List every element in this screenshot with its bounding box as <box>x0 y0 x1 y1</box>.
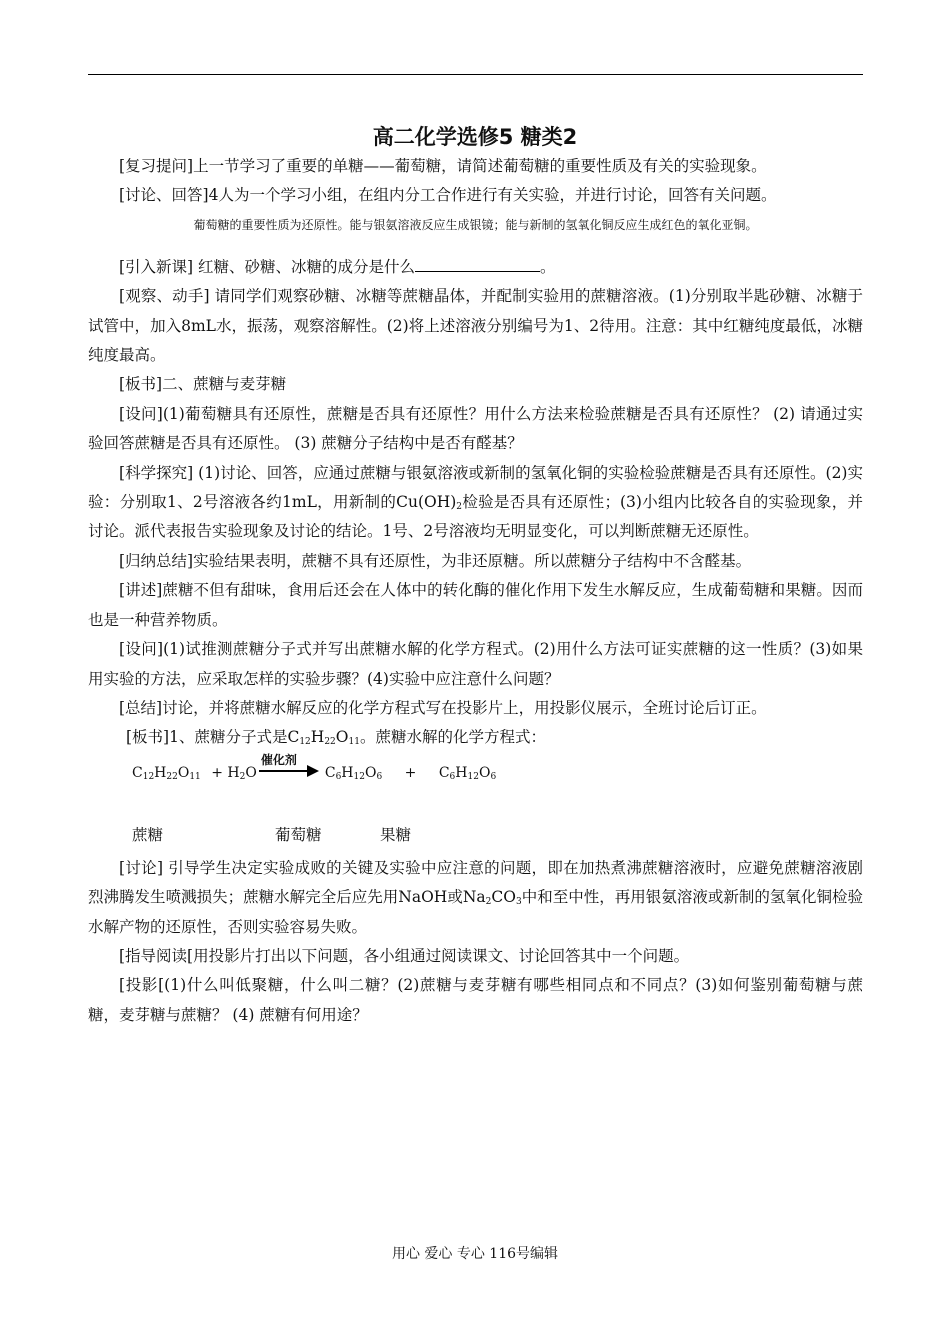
name-fructose: 果糖 <box>380 825 412 844</box>
paragraph-inquiry <box>88 459 863 547</box>
reaction-arrow <box>259 752 319 781</box>
paragraph-guided-reading: [指导阅读[用投影片打出以下问题，各小组通过阅读课文、讨论回答其中一个问题。 <box>119 946 690 965</box>
paragraph-board-heading: [板书]二、蔗糖与麦芽糖 <box>119 375 287 394</box>
formula-text-a: [板书]1、蔗糖分子式是C <box>126 728 300 747</box>
formula-text-b: H <box>310 728 325 747</box>
paragraph-lecture: [讲述]蔗糖不但有甜味，食用后还会在人体中的转化酶的催化作用下发生水解反应，生成葡萄糖和果糖。因而也是一种营养物质。 <box>88 581 863 629</box>
formula-sub: 22 <box>324 737 336 748</box>
arrow-head-icon <box>307 765 319 777</box>
paragraph-question-2: [设问](1)试推测蔗糖分子式并写出蔗糖水解的化学方程式。(2)用什么方法可证实蔗糖的这一性质？(3)如果用实验的方法，应采取怎样的实验步骤？(4)实验中应注意什么问题？ <box>88 640 863 688</box>
product-glucose: $C_6H_{12}O_6$ <box>324 764 383 782</box>
paragraph-summary: [归纳总结]实验结果表明，蔗糖不具有还原性，为非还原糖。所以蔗糖分子结构中不含醛基。 <box>119 551 752 570</box>
paragraph-review-question: [复习提问]上一节学习了重要的单糖——葡萄糖，请简述葡萄糖的重要性质及有关的实验现象。 <box>119 157 767 175</box>
formula-text-c: O <box>335 728 349 747</box>
paragraph-observe: [观察、动手] 请同学们观察砂糖、冰糖等蔗糖晶体，并配制实验用的蔗糖溶液。(1)分别取半匙砂糖、冰糖于试管中，加入8mL水，振荡，观察溶解性。(2)将上述溶液分别编号为1、2待用。注意：其中红糖纯度最低，冰糖纯度最高。 <box>88 287 863 365</box>
discussion-text-c: 中和至中性，再用银氨溶液或新制的氢氧化铜检验水解产物的还原性，否则实验容易失败。 <box>88 888 863 936</box>
answer-blank <box>415 255 540 272</box>
paragraph-formula <box>88 723 863 752</box>
discussion-sub: 3 <box>515 897 522 908</box>
name-sucrose: 蔗糖 <box>132 825 164 844</box>
product-fructose: $C_6H_{12}O_6$ <box>438 764 497 782</box>
discussion-sub: 2 <box>485 897 492 908</box>
discussion-text-b: CO <box>491 888 516 907</box>
paragraph-projection: [投影[(1)什么叫低聚糖，什么叫二糖？(2)蔗糖与麦芽糖有哪些相同点和不同点？(3)如何鉴别葡萄糖与蔗糖，麦芽糖与蔗糖？ (4) 蔗糖有何用途？ <box>88 976 863 1024</box>
compound-names-row <box>88 801 863 854</box>
paragraph-discussion-2 <box>88 854 863 942</box>
discussion-text-a: [讨论] 引导学生决定实验成败的关键及实验中应注意的问题，即在加热煮沸蔗糖溶液时，应避免蔗糖溶液剧烈沸腾发生喷溅损失；蔗糖水解完全后应先用NaOH或Na <box>88 858 863 907</box>
new-lesson-text: [引入新课] 红糖、砂糖、冰糖的成分是什么 <box>119 257 416 276</box>
new-lesson-end: 。 <box>540 257 556 276</box>
inquiry-subscript: 2 <box>456 502 463 513</box>
inquiry-text-a: [科学探究] (1)讨论、回答，应通过蔗糖与银氨溶液或新制的氢氧化铜的实验检验蔗糖是否具有还原性。(2)实验：分别取1、2号溶液各约1mL，用新制的Cu(OH) <box>88 463 863 512</box>
answer-note: 葡萄糖的重要性质为还原性。能与银氨溶液反应生成银镜；能与新制的氢氧化铜反应生成红色的氧化亚铜。 <box>193 217 758 232</box>
catalyst-label: 催化剂 <box>260 752 297 767</box>
document-body <box>88 152 863 1030</box>
formula-text-d: 。蔗糖水解的化学方程式： <box>359 728 546 747</box>
reactant-water: + $H_2O$ <box>211 764 257 782</box>
page-footer: 用心 爱心 专心 116号编辑 <box>391 1246 559 1262</box>
paragraph-discussion: [讨论、回答]4人为一个学习小组，在组内分工合作进行有关实验，并进行讨论，回答有关问题。 <box>119 186 777 205</box>
reactant-sucrose: $C_{12}H_{22}O_{11}$ <box>132 764 201 782</box>
name-glucose: 葡萄糖 <box>275 825 322 844</box>
paragraph-conclusion: [总结]讨论，并将蔗糖水解反应的化学方程式写在投影片上，用投影仪展示，全班讨论后订正。 <box>119 698 767 717</box>
paragraph-question-1: [设问](1)葡萄糖具有还原性，蔗糖是否具有还原性？用什么方法来检验蔗糖是否具有还原性？ (2) 请通过实验回答蔗糖是否具有还原性。 (3) 蔗糖分子结构中是否有醛基？ <box>88 404 863 453</box>
plus-sign: + <box>404 764 417 781</box>
formula-sub: 11 <box>348 737 360 748</box>
hydrolysis-equation <box>88 753 863 801</box>
paragraph-new-lesson <box>88 253 863 282</box>
inquiry-text-b: 检验是否具有还原性；(3)小组内比较各自的实验现象，并讨论。派代表报告实验现象及讨论的结论。1号、2号溶液均无明显变化，可以判断蔗糖无还原性。 <box>88 493 863 541</box>
formula-sub: 12 <box>299 737 311 748</box>
header-rule <box>88 74 863 75</box>
page-title: 高二化学选修5 糖类2 <box>372 125 578 149</box>
